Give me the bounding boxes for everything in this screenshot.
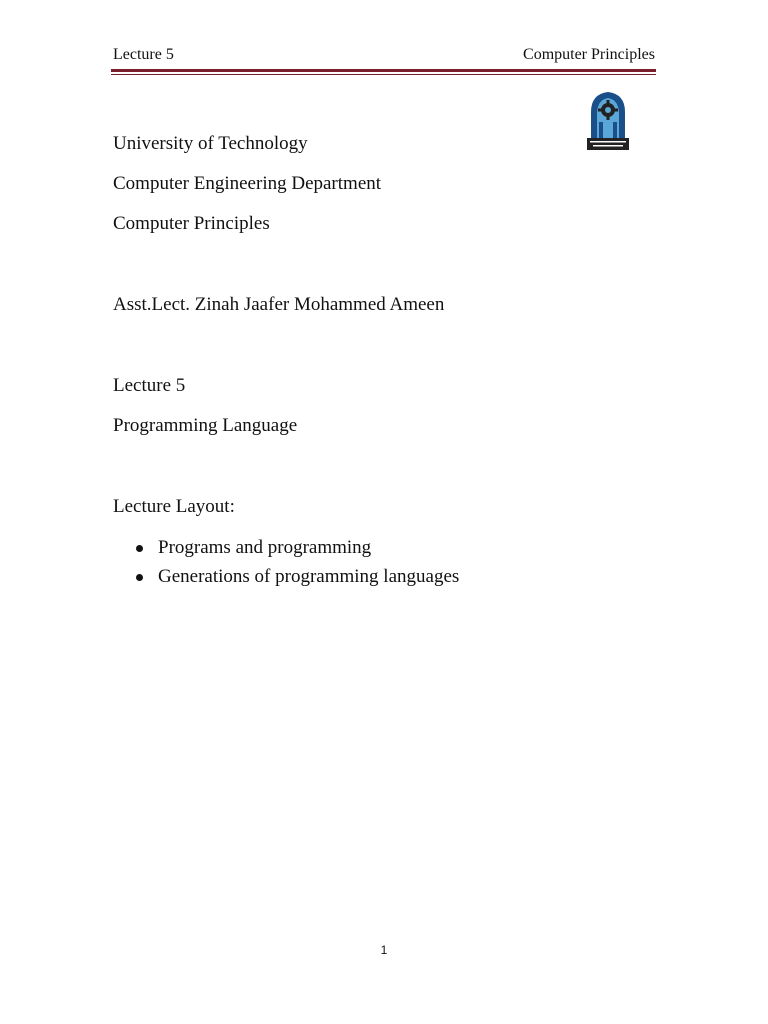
header-rule-thin (111, 74, 656, 75)
list-item (113, 565, 459, 594)
lecture-layout-list (113, 536, 459, 594)
header-lecture-label: Lecture 5 (113, 46, 174, 63)
lecture-topic: Programming Language (113, 415, 298, 436)
bullet-icon (136, 574, 143, 581)
page-number: 1 (380, 943, 388, 957)
page-header (113, 46, 655, 68)
lecture-number: Lecture 5 (113, 375, 186, 396)
lecture-layout-heading: Lecture Layout: (113, 496, 235, 517)
header-course-label: Computer Principles (523, 46, 655, 63)
list-item (113, 536, 459, 565)
bullet-icon (136, 545, 143, 552)
list-item-text: Programs and programming (158, 537, 372, 558)
department-name: Computer Engineering Department (113, 173, 382, 194)
list-item-text: Generations of programming languages (158, 566, 460, 587)
header-rule-thick (111, 69, 656, 72)
university-logo (587, 90, 629, 154)
lecturer-name: Asst.Lect. Zinah Jaafer Mohammed Ameen (113, 294, 445, 315)
university-name: University of Technology (113, 133, 308, 154)
course-name: Computer Principles (113, 213, 270, 234)
university-seal-icon (587, 90, 629, 154)
